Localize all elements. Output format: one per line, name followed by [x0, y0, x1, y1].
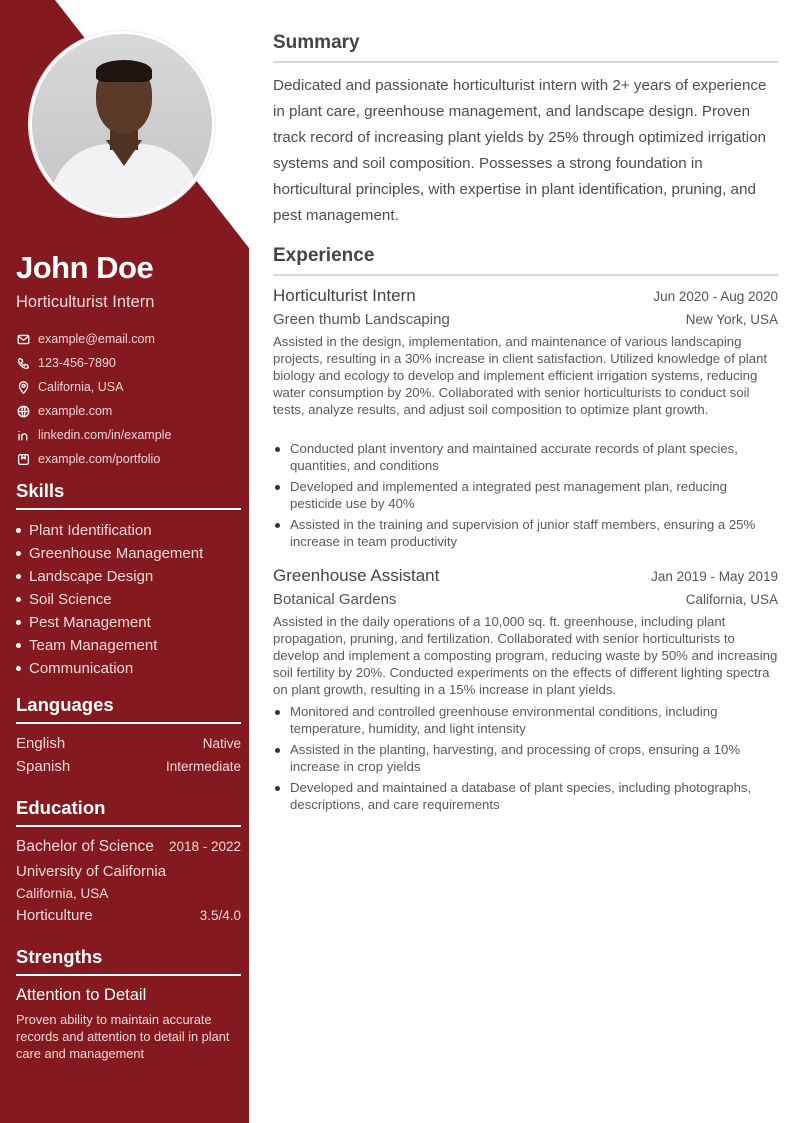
job-location: California, USA: [685, 592, 778, 607]
strength-title: Attention to Detail: [16, 986, 147, 1004]
contact-portfolio-text: example.com/portfolio: [38, 452, 161, 466]
list-item: Developed and implemented a integrated pest management plan, reducing pesticide use by 40%: [273, 478, 778, 512]
contact-linkedin-text: linkedin.com/in/example: [38, 428, 172, 442]
contact-phone[interactable]: [16, 351, 171, 375]
education-years: 2018 - 2022: [168, 839, 241, 854]
profile-photo: [29, 31, 215, 217]
job-title-row: [273, 286, 778, 306]
summary-heading: Summary: [273, 32, 778, 63]
linkedin-icon: [16, 428, 30, 442]
job-title: Greenhouse Assistant: [273, 566, 440, 585]
education-gpa: 3.5/4.0: [199, 908, 241, 923]
education-heading: Education: [16, 797, 241, 827]
language-name: Spanish: [16, 758, 71, 775]
job-title: Horticulturist Intern: [273, 286, 416, 305]
job-dates: Jan 2019 - May 2019: [651, 569, 778, 584]
list-item: Soil Science: [16, 588, 203, 611]
job-title-row: [273, 566, 778, 586]
list-item: Plant Identification: [16, 519, 203, 542]
language-row: [16, 735, 241, 752]
contact-email[interactable]: [16, 327, 171, 351]
contact-linkedin[interactable]: [16, 423, 171, 447]
list-item: Assisted in the training and supervision of junior staff members, ensuring a 25% increase in team productivity: [273, 516, 778, 550]
strength-description: Proven ability to maintain accurate records and attention to detail in plant care and management: [16, 1012, 230, 1061]
education-field-row: [16, 907, 241, 924]
contact-website-text: example.com: [38, 404, 113, 418]
portfolio-icon: [16, 452, 30, 466]
list-item: Conducted plant inventory and maintained accurate records of plant species, quantities, and conditions: [273, 440, 778, 474]
language-row: [16, 758, 241, 775]
job-company-row: [273, 591, 778, 608]
list-item: Assisted in the planting, harvesting, and processing of crops, ensuring a 10% increase in crop yields: [273, 741, 778, 775]
education-location: California, USA: [16, 886, 109, 901]
phone-icon: [16, 356, 30, 370]
education-degree: Bachelor of Science: [16, 838, 154, 855]
list-item: Pest Management: [16, 611, 203, 634]
list-item: Monitored and controlled greenhouse environmental conditions, including temperature, humidity, and light intensity: [273, 703, 778, 737]
summary-text: Dedicated and passionate horticulturist intern with 2+ years of experience in plant care, greenhouse management, and landscape design. Proven track record of increasing plant yields by 25% through optimized irrigation systems and soil composition. Possesses a strong foundation in horticultural principles, with expertise in plant identification, pruning, and pest management.: [273, 77, 767, 224]
profile-name: John Doe: [16, 250, 154, 285]
skills-heading: Skills: [16, 480, 241, 510]
list-item: Landscape Design: [16, 565, 203, 588]
job-company: Green thumb Landscaping: [273, 311, 450, 328]
language-name: English: [16, 735, 66, 752]
email-icon: [16, 332, 30, 346]
contact-location: [16, 375, 171, 399]
profile-role: Horticulturist Intern: [16, 293, 155, 311]
language-level: Intermediate: [165, 759, 241, 774]
job-dates: Jun 2020 - Aug 2020: [653, 289, 778, 304]
job-bullets: [273, 703, 778, 817]
location-icon: [16, 380, 30, 394]
education-field: Horticulture: [16, 907, 93, 924]
contact-list: [16, 327, 171, 471]
contact-website[interactable]: [16, 399, 171, 423]
contact-portfolio[interactable]: [16, 447, 171, 471]
education-school: University of California: [16, 863, 167, 880]
job-description: Assisted in the daily operations of a 10,000 sq. ft. greenhouse, including plant propagation, pruning, and fertilization. Collaborated with senior horticulturists to develop and implement a composting program, reducing waste by 50% and increasing soil fertility by 20%. Conducted experiments on the effects of different lighting spectra on plant growth, resulting in a 15% increase in plant yields.: [273, 614, 778, 697]
languages-heading: Languages: [16, 694, 241, 724]
job-company: Botanical Gardens: [273, 591, 397, 608]
job-bullets: [273, 440, 778, 554]
language-level: Native: [202, 736, 241, 751]
contact-location-text: California, USA: [38, 380, 124, 394]
globe-icon: [16, 404, 30, 418]
list-item: Developed and maintained a database of plant species, including photographs, descriptions, and care requirements: [273, 779, 778, 813]
job-location: New York, USA: [685, 312, 778, 327]
sidebar: [0, 0, 249, 1123]
job-company-row: [273, 311, 778, 328]
contact-email-text: example@email.com: [38, 332, 155, 346]
experience-heading: Experience: [273, 245, 778, 276]
list-item: Communication: [16, 657, 203, 680]
skills-list: [16, 519, 203, 680]
strengths-heading: Strengths: [16, 946, 241, 976]
education-degree-row: [16, 838, 241, 856]
list-item: Greenhouse Management: [16, 542, 203, 565]
contact-phone-text: 123-456-7890: [38, 356, 116, 370]
job-description: Assisted in the design, implementation, and maintenance of various landscaping projects, resulting in a 30% increase in client satisfaction. Utilized knowledge of plant biology and ecology to develop and implement efficient irrigation systems, reducing water consumption by 20%. Collaborated with senior horticulturists to conduct soil tests, analyze results, and adjust soil composition to optimize plant growth.: [273, 334, 768, 417]
list-item: Team Management: [16, 634, 203, 657]
